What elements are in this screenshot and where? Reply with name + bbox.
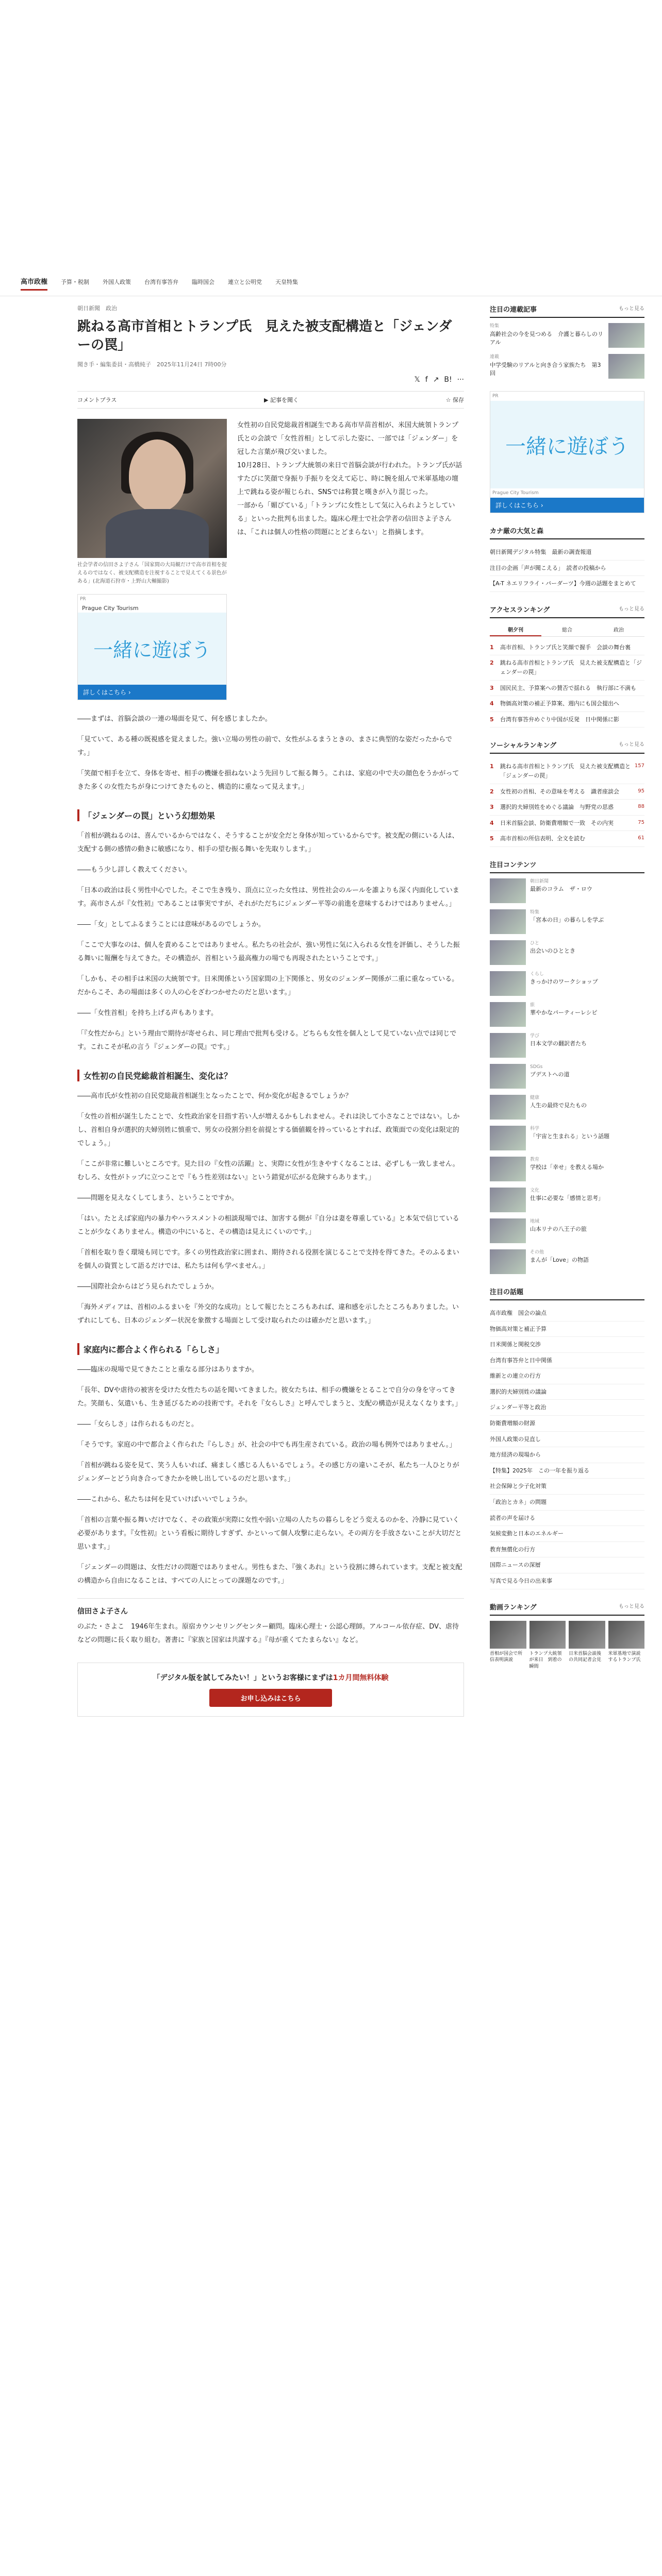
- more-link[interactable]: もっと見る: [619, 742, 644, 748]
- x-share-icon[interactable]: 𝕏: [414, 375, 420, 384]
- article-lead-block: [77, 419, 464, 700]
- ad-cta-button[interactable]: 詳しくはこちら ›: [78, 685, 226, 700]
- list-item[interactable]: 注目の企画「声が聞こえる」 読者の投稿から: [490, 561, 644, 577]
- subscribe-button[interactable]: お申し込みはこちら: [209, 1689, 332, 1707]
- share-row: [77, 376, 464, 384]
- promo-text: 「デジタル版を試してみたい！」というお客様にまずは1カ月間無料体験: [153, 1673, 389, 1682]
- paragraph: 「首相を取り巻く環境も同じです。多くの男性政治家に囲まれ、期待される役割を演じることで支持を得てきた。そのふるまいを個人の資質として語るだけでは、私たちは何も学べません。」: [77, 1248, 459, 1270]
- topic-link[interactable]: 選択的夫婦別姓の議論: [490, 1384, 644, 1400]
- top-blank-area: [0, 0, 662, 260]
- featured-contents: 注目コンテンツ 朝日新聞 最新のコラム ザ・ロウ 特集 「宮本の日」の暮らしを学ぶ ひと 出会いのひととき くらし きっかけのワークショップ 旅 華やかなパーティーレシピ 学び 日本文学の翻訳者たち SDGs プデストへの道 健康 人生の最終で見たもの 科学 「宇宙と生まれる」という話題 教育 学校は「幸せ」を教える場か 文化 仕事に必要な「感情と思考」 地域 山本リナの八王子の旅 その他 まんが「Love」の物語: [490, 859, 644, 1274]
- section-nav: [0, 260, 662, 296]
- section-heading: 家庭内に都合よく作られる「らしさ」: [77, 1343, 464, 1355]
- breadcrumb[interactable]: 朝日新聞 政治: [77, 305, 117, 312]
- ranking-item[interactable]: 5 高市首相の所信表明、全文を読む 61: [490, 831, 644, 847]
- picks-box: カナ厳の大気と森 朝日新聞デジタル特集 最新の調査報道 注目の企画「声が聞こえる」 読者の投稿から 【A-T ネエリフライ・パーダーツ】今週の話題をまとめて: [490, 526, 644, 592]
- tab[interactable]: 朝夕刊: [490, 623, 541, 636]
- ranking-item[interactable]: 4 日米首脳会談、防衛費増額で一致 その内実 75: [490, 816, 644, 832]
- paragraph: ――もう少し詳しく教えてください。: [77, 866, 192, 874]
- content-item[interactable]: 教育 学校は「幸せ」を教える場か: [490, 1157, 644, 1181]
- ranking-item[interactable]: 1 跳ねる高市首相とトランプ氏 見えた被支配構造と「ジェンダーの罠」 157: [490, 759, 644, 784]
- paragraph: 「ここで大事なのは、個人を責めることではありません。私たちの社会が、強い男性に気に入られる女性を評価し、そうした振る舞いに報酬を与えてきた。その構造が、首相という最高権力の場でも再現されたということです。」: [77, 941, 460, 962]
- facebook-share-icon[interactable]: f: [425, 375, 428, 384]
- section-heading: 「ジェンダーの罠」という幻想効果: [77, 809, 464, 821]
- ranking-item[interactable]: 1 高市首相、トランプ氏と笑顔で握手 会談の舞台裏: [490, 640, 644, 656]
- notice-item[interactable]: 連載 中学受験のリアルと向き合う家族たち 第3回: [490, 354, 644, 379]
- profile-box: [77, 1598, 464, 1647]
- topic-link[interactable]: 維新との連立の行方: [490, 1368, 644, 1384]
- photo-caption: 社会学者の信田さよ子さん「国家間の大局観だけで高市首相を捉えるのではなく、被支配構造を注視することで見えてくる景色がある」(北海道石狩市・上野山大輔撮影): [77, 562, 227, 584]
- article-main: [77, 304, 464, 1717]
- paragraph: 「見ていて、ある種の既視感を覚えました。強い立場の男性の前で、女性がふるまうときの、まさに典型的な姿だったからです。」: [77, 735, 452, 757]
- section-heading: 女性初の自民党総裁首相誕生、変化は？: [77, 1070, 464, 1081]
- topic-link[interactable]: 防衛費増額の財源: [490, 1416, 644, 1432]
- ranking-item[interactable]: 2 跳ねる高市首相とトランプ氏 見えた被支配構造と「ジェンダーの罠」: [490, 655, 644, 680]
- more-link[interactable]: もっと見る: [619, 1603, 644, 1609]
- video-item[interactable]: 日米首脳会談後の共同記者会見: [569, 1621, 605, 1670]
- hatena-bookmark-icon[interactable]: B!: [444, 375, 452, 384]
- ad-cta-button[interactable]: 詳しくはこちら ›: [490, 498, 644, 513]
- topic-link[interactable]: 高市政権 国会の論点: [490, 1306, 644, 1321]
- tab[interactable]: 総合: [562, 627, 572, 633]
- thumbnail: [608, 323, 644, 348]
- inline-ad[interactable]: [77, 594, 227, 700]
- profile-name: 信田さよ子さん: [77, 1607, 128, 1616]
- topic-link[interactable]: 教育無償化の行方: [490, 1542, 644, 1558]
- paragraph: 「笑顔で相手を立て、身体を寄せ、相手の機嫌を損ねないよう先回りして振る舞う。これは、家庭の中で夫の顔色をうかがってきた多くの女性たちが身につけてきたものと、構造的に重なって見えます。」: [77, 769, 459, 791]
- ad-tag: PR: [80, 596, 86, 602]
- content-item[interactable]: 健康 人生の最終で見たもの: [490, 1095, 644, 1120]
- topic-link[interactable]: 「政治とカネ」の問題: [490, 1495, 644, 1511]
- paragraph: 「そうです。家庭の中で都合よく作られた『らしさ』が、社会の中でも再生産されている。政治の場も例外ではありません。」: [77, 1440, 456, 1449]
- content-item[interactable]: 旅 華やかなパーティーレシピ: [490, 1002, 644, 1027]
- paragraph: 「首相の言葉や振る舞いだけでなく、その政策が実際に女性や弱い立場の人たちの暮らしをどう変えるのかを、冷静に見ていく必要があります。『女性初』という看板に期待しすぎず、かといって個人攻撃に走らない。その両方を手放さないことが大切だと思います。」: [77, 1516, 462, 1551]
- paragraph: 「長年、DVや虐待の被害を受けた女性たちの話を聞いてきました。彼女たちは、相手の機嫌をとることで自分の身を守ってきた。笑顔も、気遣いも、生き延びるための技術です。それを『女らしさ』と呼んでしまうと、支配の構造が見えなくなります。」: [77, 1386, 462, 1408]
- lead-paragraph: 一部から「媚びている」「トランプに女性として気に入られようとしている」といった批判も出ました。臨床心理士で社会学者の信田さよ子さんは、「これは個人の性格の問題にとどまらない」と指摘します。: [237, 501, 455, 536]
- paragraph: 「首相が跳ねるのは、喜んでいるからではなく、そうすることが安全だと身体が知っているからです。被支配の側にいる人は、支配する側の感情の動きに敏感になり、相手の望む振る舞いを先取りします。」: [77, 832, 459, 853]
- paragraph: 「ジェンダーの問題は、女性だけの問題ではありません。男性もまた、『強くあれ』という役割に縛られています。支配と被支配の構造から自由になることは、すべての人にとっての課題なのです。」: [77, 1563, 462, 1585]
- comment-plus-button[interactable]: コメントプラス: [77, 396, 117, 403]
- paragraph: ――問題を見えなくしてしまう、ということですか。: [77, 1194, 239, 1202]
- video-item[interactable]: 米軍基地で演説するトランプ氏: [608, 1621, 645, 1670]
- list-item[interactable]: 朝日新聞デジタル特集 最新の調査報道: [490, 545, 644, 561]
- tab[interactable]: 政治: [614, 627, 624, 633]
- paragraph: ――「女らしさ」は作られるものだと。: [77, 1420, 198, 1428]
- paragraph: 「日本の政治は長く男性中心でした。そこで生き残り、頂点に立った女性は、男性社会のルールを誰よりも深く内面化しています。高市さんが『女性初』であることは事実ですが、それがただちにジェンダー平等の前進を意味するわけではありません。」: [77, 886, 459, 908]
- paragraph: 「はい。たとえば家庭内の暴力やハラスメントの相談現場では、加害する側が『自分は妻を尊重している』と本気で信じていることが少なくありません。構造の中にいると、その構造は見えにくいのです。」: [77, 1214, 459, 1236]
- profile-text: のぶた・さよこ 1946年生まれ。原宿カウンセリングセンター顧問。臨床心理士・公認心理師。アルコール依存症、DV、虐待などの問題に長く取り組む。著書に『家族と国家は共謀する』『母が重くてたまらない』など。: [77, 1622, 459, 1644]
- content-item[interactable]: 特集 「宮本の日」の暮らしを学ぶ: [490, 909, 644, 934]
- topic-link[interactable]: 物価高対策と補正予算: [490, 1321, 644, 1337]
- nav-brand[interactable]: 高市政権: [21, 276, 47, 291]
- byline: 聞き手・編集委員・高橋純子 2025年11月24日 7時00分: [77, 361, 227, 368]
- ad-advertiser: Prague City Tourism: [492, 490, 539, 496]
- nav-item[interactable]: 天皇特集: [275, 279, 299, 285]
- topic-link[interactable]: 社会保障と少子化対策: [490, 1479, 644, 1495]
- paragraph: ――「女」としてふるまうことには意味があるのでしょうか。: [77, 920, 266, 928]
- more-link[interactable]: もっと見る: [619, 306, 644, 312]
- paragraph: 「しかも、その相手は米国の大統領です。日米関係という国家間の上下関係と、男女のジェンダー関係が二重に重なっている。だからこそ、あの場面は多くの人の心をざわつかせたのだと思います。」: [77, 975, 459, 996]
- paragraph: ――国際社会からはどう見られたでしょうか。: [77, 1282, 219, 1291]
- nav-item[interactable]: 予算・税制: [61, 279, 90, 285]
- ranking-item[interactable]: 4 物価高対策の補正予算案、週内にも国会提出へ: [490, 696, 644, 712]
- content-item[interactable]: ひと 出会いのひととき: [490, 940, 644, 965]
- topic-link[interactable]: 日米関係と関税交渉: [490, 1337, 644, 1353]
- thumbnail: [608, 354, 644, 379]
- nav-item[interactable]: 外国人政策: [103, 279, 131, 285]
- topic-link[interactable]: 【特集】2025年 この一年を振り返る: [490, 1463, 644, 1479]
- lead-paragraph: 10月28日、トランプ大統領の来日で首脳会談が行われた。トランプ氏が話すたびに笑顔で身振り手振りを交えて応じ、時に腕を組んで米軍基地の壇上で跳ねる姿が報じられ、SNSでは称賛と嘆きが入り混じった。: [237, 461, 462, 496]
- subscription-promo: [77, 1663, 464, 1717]
- nav-item[interactable]: 連立と公明党: [228, 279, 262, 285]
- paragraph: 「ここが非常に難しいところです。見た目の『女性の活躍』と、実際に女性が生きやすくなることは、必ずしも一致しません。むしろ、女性がトップに立つことで『もう性差別はない』という錯覚が広がる危険すらあります。」: [77, 1160, 459, 1181]
- paragraph: 「海外メディアは、首相のふるまいを『外交的な成功』として報じたところもあれば、違和感を示したところもありました。いずれにしても、日本のジェンダー状況を象徴する場面として受け取られたのは確かだと思います。」: [77, 1303, 459, 1325]
- ranking-item[interactable]: 3 国民民主、予算案への賛否で揺れる 執行部に不満も: [490, 681, 644, 697]
- topic-link[interactable]: 気候変動と日本のエネルギー: [490, 1526, 644, 1542]
- paragraph: ――これから、私たちは何を見ていけばいいでしょうか。: [77, 1495, 252, 1503]
- content-item[interactable]: 学び 日本文学の翻訳者たち: [490, 1033, 644, 1058]
- paragraph: ――臨床の現場で見てきたことと重なる部分はありますか。: [77, 1365, 259, 1374]
- lead-paragraph: 女性初の自民党総裁首相誕生である高市早苗首相が、米国大統領トランプ氏との会談で「女性首相」として示した姿に、一部では「ジェンダー」を冠した言葉が飛び交いました。: [237, 421, 459, 456]
- paragraph: 「『女性だから』という理由で期待が寄せられ、同じ理由で批判も受ける。どちらも女性を個人として見ていない点では同じです。これこそが私の言う『ジェンダーの罠』です。」: [77, 1029, 457, 1051]
- content-item[interactable]: 文化 仕事に必要な「感情と思考」: [490, 1188, 644, 1212]
- topic-link[interactable]: ジェンダー平等と政治: [490, 1400, 644, 1416]
- portrait-photo: [77, 419, 227, 558]
- topic-tags: 注目の話題 高市政権 国会の論点 物価高対策と補正予算 日米関係と関税交渉 台湾有事答弁と日中関係 維新との連立の行方 選択的夫婦別姓の議論 ジェンダー平等と政治 防衛費増額の財源 外国人政策の見直し 地方経済の現場から 【特集】2025年 この一年を振り返る 社会保障と少子化対策 「政治とカネ」の問題 読者の声を届ける 気候変動と日本のエネルギー 教育無償化の行方 国際ニュースの深層 写真で見る今日の出来事: [490, 1286, 644, 1589]
- video-item[interactable]: 首相が国会で所信表明演説: [490, 1621, 526, 1670]
- social-ranking: ソーシャルランキング もっと見る 1 跳ねる高市首相とトランプ氏 見えた被支配構造と「ジェンダーの罠」 157 2 女性初の首相、その意味を考える 識者座談会 95 3 選択的夫婦別姓をめぐる議論 与野党の思惑 88 4 日米首脳会談、防衛費増額で一致 その内実 75 5 高市首相の所信表明、全文を読む 61: [490, 740, 644, 847]
- paragraph: 「首相が跳ねる姿を見て、笑う人もいれば、痛ましく感じる人もいるでしょう。その感じ方の違いこそが、私たち一人ひとりがジェンダーとどう向き合ってきたかを映し出しているのだと思います。」: [77, 1461, 459, 1483]
- ad-image[interactable]: 一緒に遊ぼう: [78, 613, 226, 685]
- more-link[interactable]: もっと見る: [619, 606, 644, 612]
- content-item[interactable]: 朝日新聞 最新のコラム ザ・ロウ: [490, 878, 644, 903]
- question: ――まずは、首脳会談の一連の場面を見て、何を感じましたか。: [77, 715, 272, 723]
- ranking-item[interactable]: 3 選択的夫婦別姓をめぐる議論 与野党の思惑 88: [490, 800, 644, 816]
- notice-item[interactable]: 特集 高齢社会の今を見つめる 介護と暮らしのリアル: [490, 323, 644, 348]
- paragraph: ――高市氏が女性初の自民党総裁首相誕生となったことで、何か変化が起きるでしょうか？: [77, 1092, 352, 1100]
- ad-image[interactable]: 一緒に遊ぼう: [490, 401, 644, 488]
- lead-text: [237, 419, 464, 539]
- ranking-item[interactable]: 2 女性初の首相、その意味を考える 識者座談会 95: [490, 784, 644, 800]
- content-item[interactable]: 科学 「宇宙と生まれる」という話題: [490, 1126, 644, 1150]
- article-tools: [77, 391, 464, 409]
- content-item[interactable]: SDGs プデストへの道: [490, 1064, 644, 1089]
- sidebar-ad[interactable]: PR 一緒に遊ぼう Prague City Tourism 詳しくはこちら ›: [490, 391, 644, 513]
- topic-link[interactable]: 読者の声を届ける: [490, 1511, 644, 1527]
- access-ranking: アクセスランキング もっと見る 朝夕刊 総合 政治 1 高市首相、トランプ氏と笑顔で握手 会談の舞台裏 2 跳ねる高市首相とトランプ氏 見えた被支配構造と「ジェンダーの罠」 3 国民民主、予算案への賛否で揺れる 執行部に不満も 4 物価高対策の補正予算案、週内にも国会提出へ 5 台湾有事答弁めぐり中国が反発 日中関係に影: [490, 604, 644, 728]
- article-title: 跳ねる高市首相とトランプ氏 見えた被支配構造と「ジェンダーの罠」: [77, 319, 452, 353]
- ranking-item[interactable]: 5 台湾有事答弁めぐり中国が反発 日中関係に影: [490, 712, 644, 728]
- topic-link[interactable]: 写真で見る今日の出来事: [490, 1573, 644, 1589]
- more-icon[interactable]: ···: [457, 375, 464, 384]
- topic-link[interactable]: 台湾有事答弁と日中関係: [490, 1353, 644, 1369]
- content-item[interactable]: 地域 山本リナの八王子の旅: [490, 1218, 644, 1243]
- nav-item[interactable]: 台湾有事答弁: [144, 279, 179, 285]
- list-item[interactable]: 【A-T ネエリフライ・パーダーツ】今週の話題をまとめて: [490, 576, 644, 592]
- listen-button[interactable]: ▶ 記事を聞く: [264, 396, 299, 403]
- article-body: [77, 713, 464, 1717]
- video-ranking: 動画ランキング もっと見る 首相が国会で所信表明演説 トランプ大統領が来日 到着の瞬間 日米首脳会談後の共同記者会見 米軍基地で演説するトランプ氏: [490, 1602, 644, 1670]
- content-item[interactable]: くらし きっかけのワークショップ: [490, 971, 644, 996]
- save-button[interactable]: ☆ 保存: [445, 396, 464, 403]
- topic-link[interactable]: 国際ニュースの深層: [490, 1557, 644, 1573]
- content-item[interactable]: その他 まんが「Love」の物語: [490, 1249, 644, 1274]
- paragraph: ――「女性首相」を持ち上げる声もあります。: [77, 1009, 218, 1017]
- sidebar: [490, 304, 644, 1682]
- share-icon[interactable]: ↗: [433, 375, 439, 384]
- notice-box: 注目の連載記事 もっと見る 特集 高齢社会の今を見つめる 介護と暮らしのリアル 連載 中学受験のリアルと向き合う家族たち 第3回: [490, 304, 644, 379]
- paragraph: 「女性の首相が誕生したことで、女性政治家を目指す若い人が増えるかもしれません。それは決して小さなことではない。しかし、首相自身が選択的夫婦別姓に慎重で、男女の役割分担を前提とする価値観を持っているとすれば、政策面での変化は限定的でしょう。」: [77, 1112, 460, 1147]
- nav-item[interactable]: 臨時国会: [192, 279, 215, 285]
- video-item[interactable]: トランプ大統領が来日 到着の瞬間: [529, 1621, 566, 1670]
- ad-advertiser: Prague City Tourism: [82, 604, 139, 612]
- topic-link[interactable]: 外国人政策の見直し: [490, 1432, 644, 1448]
- topic-link[interactable]: 地方経済の現場から: [490, 1447, 644, 1463]
